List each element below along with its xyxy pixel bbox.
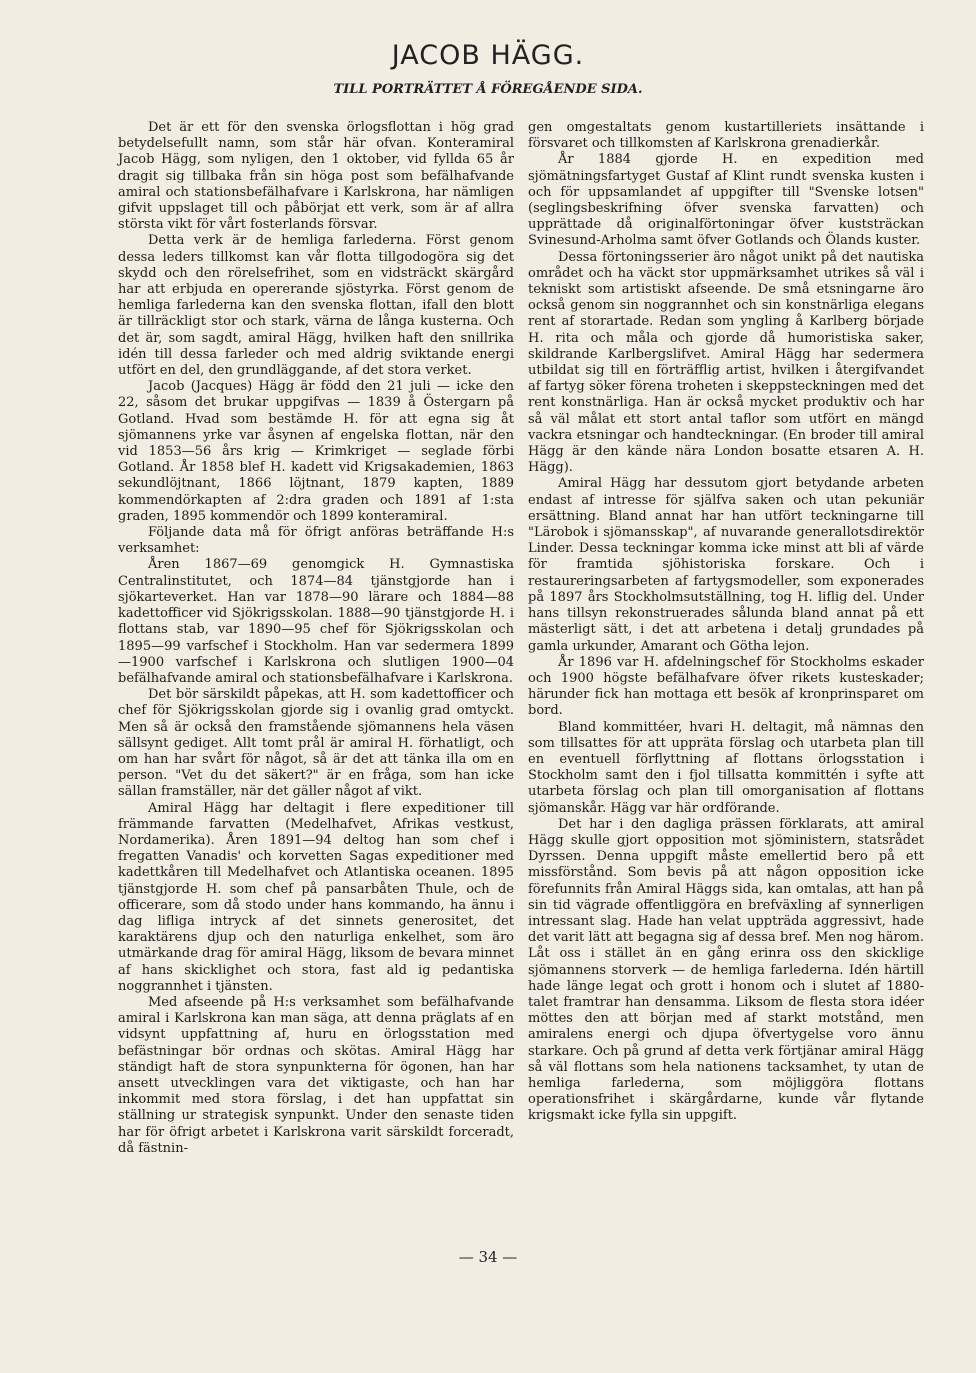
- paragraph: gen omgestaltats genom kustartilleriets insättande i försvaret och tillkomsten af Karlskrona grenadierkår.: [528, 120, 924, 152]
- article-title: JACOB HÄGG.: [391, 40, 585, 71]
- paragraph: Jacob (Jacques) Hägg är född den 21 juli — icke den 22, såsom det brukar uppgifvas — 1839 å Östergarn på Gotland. Hvad som bestämde H. för att egna sig åt sjömannens yrke var åsynen af engelska flottan, när den vid 1853—56 års krig — Krimkriget — seglade förbi Gotland. År 1858 blef H. kadett vid Krigsakademien, 1863 sekundlöjtnant, 1866 löjtnant, 1879 kapten, 1889 kommendörkapten af 2:dra graden och 1891 af 1:sta graden, 1895 kommendör och 1899 konteramiral.: [118, 379, 514, 524]
- right-column: [528, 120, 924, 1125]
- paragraph: Det bör särskildt påpekas, att H. som kadettofficer och chef för Sjökrigsskolan gjorde sig i ovanlig grad omtyckt. Men så är också den framstående sjömannens hela väsen sällsynt gediget. Allt tomt prål är amiral H. förhatligt, och om han har svårt för något, så är det att tänka illa om en person. "Vet du det säkert?" är en fråga, som han icke sällan framställer, när det gäller något af vikt.: [118, 687, 514, 800]
- paragraph: Det har i den dagliga prässen förklarats, att amiral Hägg skulle gjort opposition mot sjöministern, statsrådet Dyrssen. Denna uppgift måste emellertid bero på ett missförstånd. Som bevis på att någon opposition icke förefunnits från Amiral Häggs sida, kan omtalas, att han på sin tid vägrade offentliggöra en brefväxling af synnerligen intressant slag. Hade han velat uppträda aggressivt, hade det varit lätt att begagna sig af dessa bref. Men nog härom. Låt oss i stället än en gång erinra oss den skicklige sjömannens storverk — de hemliga farlederna. Idén härtill hade länge legat och grott i honom och i slutet af 1880-talet framtrar han densamma. Liksom de flesta stora idéer möttes den att början med af starkt motstånd, men amiralens energi och djupa öfvertygelse voro ännu starkare. Och på grund af detta verk förtjänar amiral Hägg så väl flottans som hela nationens tacksamhet, ty utan de hemliga farlederna, som möjliggöra flottans operationsfrihet i skärgårdarne, kunde vår flytande krigsmakt icke fylla sin uppgift.: [528, 816, 924, 1124]
- paragraph: År 1896 var H. afdelningschef för Stockholms eskader och 1900 högste befälhafvare öfver rikets kusteskader; härunder fick han mottaga ett besök af kronprinsparet om bord.: [528, 654, 924, 719]
- paragraph: Detta verk är de hemliga farlederna. Först genom dessa leders tillkomst kan vår flotta tillgodogöra sig det skydd och den rörelsefrihet, som en vidsträckt skärgård har att erbjuda en opererande sjöstyrka. Först genom de hemliga farlederna kan den svenska flottan, ifall den blott är tillräckligt stor och stark, värna de långa kusterna. Och det är, som sagdt, amiral Hägg, hvilken haft den snillrika idén till dessa farleder och med aldrig sviktande energi utfört en del, den grundläggande, af det stora verket.: [118, 233, 514, 379]
- paragraph: Dessa förtoningsserier äro något unikt på det nautiska området och ha väckt stor uppmärksamhet utrikes så väl i tekniskt som artistiskt afseende. De små etsningarne äro också genom sin noggrannhet och sin konstnärliga elegans rent af storartade. Redan som yngling å Karlberg började H. rita och måla och gjorde då humoristiska saker, skildrande Karlbergslifvet. Amiral Hägg har sedermera utbildat sig till en förträfflig artist, hvilken i återgifvandet af fartyg söker förena troheten i skeppsteckningen med det rent konstnärliga. Han är också mycket produktiv och har så väl målat ett stort antal taflor som utfört en mängd vackra etsningar och handteckningar. (En broder till amiral Hägg är den kände nära London bosatte etsaren A. H. Hägg).: [528, 249, 924, 476]
- paragraph: År 1884 gjorde H. en expedition med sjömätningsfartyget Gustaf af Klint rundt svenska kusten i och för uppsamlandet af uppgifter till "Svenske lotsen" (seglingsbeskrifning öfver svenska farvatten) och upprättade då originalförtoningar öfver kuststräckan Svinesund-Arholma samt öfver Gotlands och Ölands kuster.: [528, 152, 924, 249]
- paragraph: Bland kommittéer, hvari H. deltagit, må nämnas den som tillsattes för att uppräta förslag och utarbeta plan till en eventuell förflyttning af flottans örlogsstation i Stockholm samt den i fjol tillsatta kommittén i syfte att utarbeta förslag och plan till omorganisation af flottans sjömanskår. Hägg var här ordförande.: [528, 719, 924, 816]
- paragraph: Amiral Hägg har dessutom gjort betydande arbeten endast af intresse för själfva saken och utan pekuniär ersättning. Bland annat har han utfört teckningarne till "Lärobok i sjömansskap", af nuvarande generallotsdirektör Linder. Dessa teckningar komma icke minst att bli af värde för framtida sjöhistoriska forskare. Och i restaureringsarbeten af fartygsmodeller, som exponerades på 1897 års Stockholmsutställning, tog H. liflig del. Under hans tillsyn rekonstruerades sålunda bland annat på ett mästerligt sätt, i det att arbetena i detalj grundades på gamla urkunder, Amarant och Götha lejon.: [528, 476, 924, 654]
- article-subtitle: TILL PORTRÄTTET Å FÖREGÅENDE SIDA.: [333, 82, 643, 97]
- page-number: — 34 —: [458, 1248, 518, 1266]
- left-column: [118, 120, 514, 1157]
- paragraph: Med afseende på H:s verksamhet som befälhafvande amiral i Karlskrona kan man säga, att denna präglats af en vidsynt uppfattning af, huru en örlogsstation med befästningar bör ordnas och skötas. Amiral Hägg har ständigt haft de stora synpunkterna för ögonen, han har ansett utvecklingen vara det viktigaste, och han har inkommit med stora förslag, i det han uppfattat sin ställning ur strategisk synpunkt. Under den senaste tiden har för öfrigt arbetet i Karlskrona varit särskildt forceradt, då fästnin-: [118, 994, 514, 1156]
- paragraph: Amiral Hägg har deltagit i flere expeditioner till främmande farvatten (Medelhafvet, Afrikas vestkust, Nordamerika). Åren 1891—94 deltog han som chef i fregatten Vanadis' och korvetten Sagas expeditioner med kadettkåren till Medelhafvet och Atlantiska oceanen. 1895 tjänstgjorde H. som chef på pansarbåten Thule, och de officerare, som då stodo under hans kommando, ha ännu i dag lifliga intryck af det sinnets generositet, det karaktärens djup och den naturliga enkelhet, som äro utmärkande drag för amiral Hägg, liksom de bevara minnet af hans skicklighet och stora, fast ald ig pedantiska noggrannhet i tjänsten.: [118, 800, 514, 994]
- paragraph: Följande data må för öfrigt anföras beträffande H:s verksamhet:: [118, 525, 514, 557]
- paragraph: Åren 1867—69 genomgick H. Gymnastiska Centralinstitutet, och 1874—84 tjänstgjorde han i sjökarteverket. Han var 1878—90 lärare och 1884—88 kadettofficer vid Sjökrigsskolan. 1888—90 tjänstgjorde H. i flottans stab, var 1890—95 chef för Sjökrigsskolan och 1895—99 varfschef i Stockholm. Han var sedermera 1899—1900 varfschef i Karlskrona och slutligen 1900—04 befälhafvande amiral och stationsbefälhafvare i Karlskrona.: [118, 557, 514, 686]
- paragraph: Det är ett för den svenska örlogsflottan i hög grad betydelsefullt namn, som står här ofvan. Konteramiral Jacob Hägg, som nyligen, den 1 oktober, vid fyllda 65 år dragit sig tillbaka från sin höga post som befälhafvande amiral och stationsbefälhafvare i Karlskrona, har nämligen gifvit uppslaget till och påbörjat ett verk, som är af allra största vikt för vårt fosterlands försvar.: [118, 120, 514, 233]
